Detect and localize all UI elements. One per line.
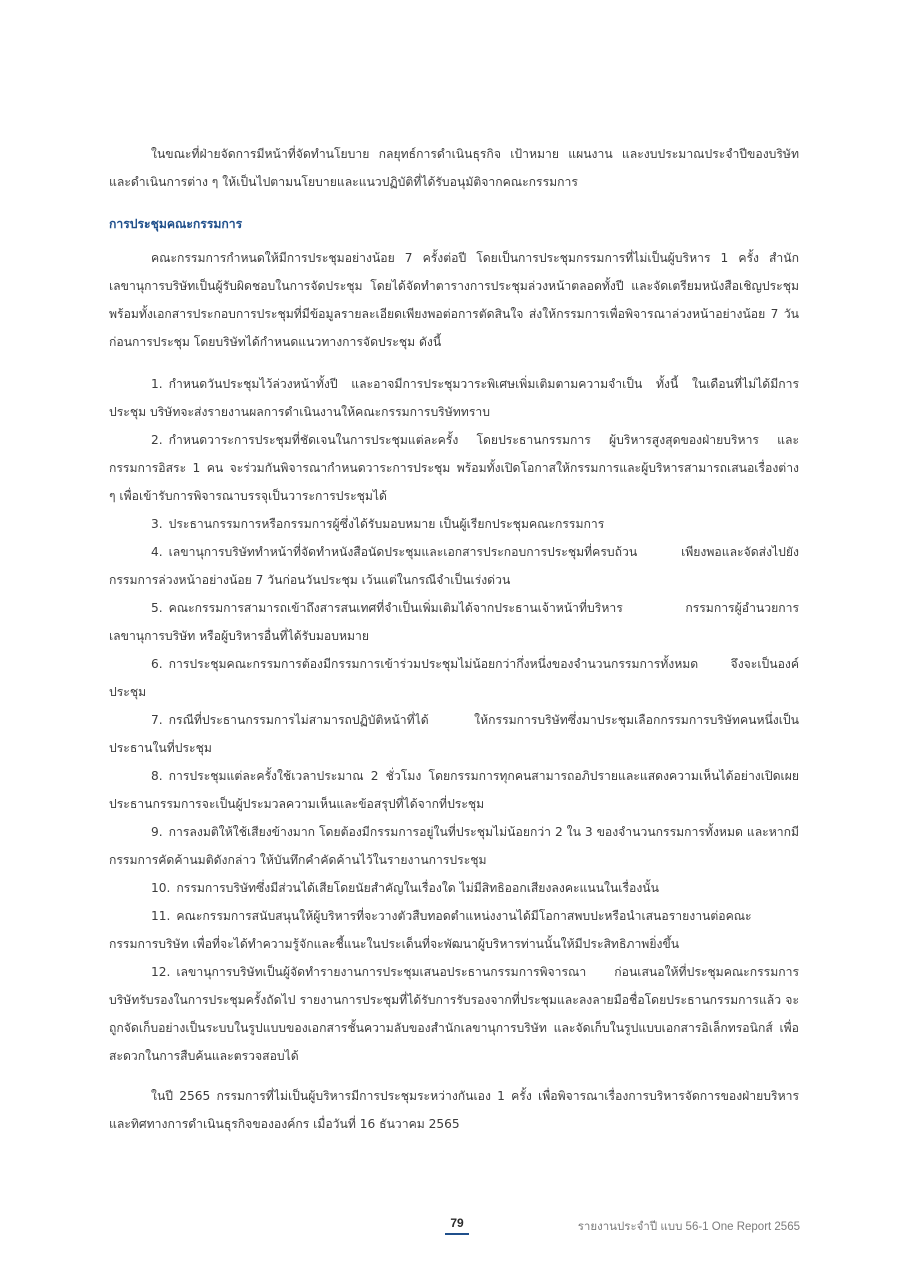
intro-paragraph: ในขณะที่ฝ่ายจัดการมีหน้าที่จัดทำนโยบาย กลยุทธ์การดำเนินธุรกิจ เป้าหมาย แผนงาน และงบประมาณประจำปีของบริษัท และดำเนินการต่าง ๆ ให้เป็นไปตามนโยบายและแนวปฏิบัติที่ได้รับอนุมัติจากคณะกรรมการ [109, 147, 799, 189]
list-item [109, 874, 799, 902]
list-item-number: 9. [151, 825, 163, 839]
list-item-text: ประธานกรรมการหรือกรรมการผู้ซึ่งได้รับมอบหมาย เป็นผู้เรียกประชุมคณะกรรมการ [168, 517, 605, 531]
list-item-text: เลขานุการบริษัทเป็นผู้จัดทำรายงานการประชุมเสนอประธานกรรมการพิจารณา ก่อนเสนอให้ที่ประชุมคณะกรรมการบริษัทรับรองในการประชุมครั้งถัดไป รายงานการประชุมที่ได้รับการรับรองจากที่ประชุมและลงลายมือชื่อโดยประธานกรรมการแล้ว จะถูกจัดเก็บอย่างเป็นระบบในรูปแบบของเอกสารชั้นความลับของสำนักเลขานุการบริษัท และจัดเก็บในรูปแบบเอกสารอิเล็กทรอนิกส์ เพื่อสะดวกในการสืบค้นและตรวจสอบได้ [109, 965, 799, 1063]
page-number: 79 [445, 1216, 469, 1235]
report-title: รายงานประจำปี แบบ 56-1 One Report 2565 [577, 1221, 800, 1233]
list-item [109, 902, 799, 958]
list-item-text: คณะกรรมการสนับสนุนให้ผู้บริหารที่จะวางตัวสืบทอดตำแหน่งงานได้มีโอกาสพบปะหรือนำเสนอรายงานต่อคณะกรรมการบริษัท เพื่อที่จะได้ทำความรู้จักและชี้แนะในประเด็นที่จะพัฒนาผู้บริหารท่านนั้นให้มีประสิทธิภาพยิ่งขึ้น [109, 909, 752, 951]
list-item-number: 5. [151, 601, 163, 615]
meeting-guidelines-list [109, 370, 799, 1070]
list-item [109, 510, 799, 538]
list-item [109, 538, 799, 594]
list-item [109, 650, 799, 706]
list-item-text: กำหนดวาระการประชุมที่ชัดเจนในการประชุมแต่ละครั้ง โดยประธานกรรมการ ผู้บริหารสูงสุดของฝ่ายบริหาร และกรรมการอิสระ 1 คน จะร่วมกันพิจารณากำหนดวาระการประชุม พร้อมทั้งเปิดโอกาสให้กรรมการและผู้บริหารสามารถเสนอเรื่องต่าง ๆ เพื่อเข้ารับการพิจารณาบรรจุเป็นวาระการประชุมได้ [109, 433, 799, 503]
list-item [109, 958, 799, 1070]
list-item-number: 7. [151, 713, 163, 727]
list-item-number: 8. [151, 769, 163, 783]
section-paragraph: คณะกรรมการกำหนดให้มีการประชุมอย่างน้อย 7 ครั้งต่อปี โดยเป็นการประชุมกรรมการที่ไม่เป็นผู้บริหาร 1 ครั้ง สำนักเลขานุการบริษัทเป็นผู้รับผิดชอบในการจัดประชุม โดยได้จัดทำตารางการประชุมล่วงหน้าตลอดทั้งปี และจัดเตรียมหนังสือเชิญประชุมพร้อมทั้งเอกสารประกอบการประชุมที่มีข้อมูลรายละเอียดเพียงพอต่อการตัดสินใจ ส่งให้กรรมการเพื่อพิจารณาล่วงหน้าอย่างน้อย 7 วัน ก่อนการประชุม โดยบริษัทได้กำหนดแนวทางการจัดประชุม ดังนี้ [109, 251, 799, 349]
list-item [109, 762, 799, 818]
list-item-text: กำหนดวันประชุมไว้ล่วงหน้าทั้งปี และอาจมีการประชุมวาระพิเศษเพิ่มเติมตามความจำเป็น ทั้งนี้ ในเดือนที่ไม่ได้มีการประชุม บริษัทจะส่งรายงานผลการดำเนินงานให้คณะกรรมการบริษัททราบ [109, 377, 799, 419]
list-item-text: เลขานุการบริษัททำหน้าที่จัดทำหนังสือนัดประชุมและเอกสารประกอบการประชุมที่ครบถ้วน เพียงพอและจัดส่งไปยังกรรมการล่วงหน้าอย่างน้อย 7 วันก่อนวันประชุม เว้นแต่ในกรณีจำเป็นเร่งด่วน [109, 545, 799, 587]
list-item-text: การประชุมแต่ละครั้งใช้เวลาประมาณ 2 ชั่วโมง โดยกรรมการทุกคนสามารถอภิปรายและแสดงความเห็นได้อย่างเปิดเผย ประธานกรรมการจะเป็นผู้ประมวลความเห็นและข้อสรุปที่ได้จากที่ประชุม [109, 769, 799, 811]
list-item-number: 4. [151, 545, 163, 559]
list-item-number: 2. [151, 433, 163, 447]
list-item-number: 12. [151, 965, 171, 979]
list-item-text: คณะกรรมการสามารถเข้าถึงสารสนเทศที่จำเป็นเพิ่มเติมได้จากประธานเจ้าหน้าที่บริหาร กรรมการผู้อำนวยการ เลขานุการบริษัท หรือผู้บริหารอื่นที่ได้รับมอบหมาย [109, 601, 799, 643]
list-item [109, 706, 799, 762]
list-item-text: กรณีที่ประธานกรรมการไม่สามารถปฏิบัติหน้าที่ได้ ให้กรรมการบริษัทซึ่งมาประชุมเลือกกรรมการบริษัทคนหนึ่งเป็นประธานในที่ประชุม [109, 713, 799, 755]
list-item [109, 818, 799, 874]
list-item-number: 10. [151, 881, 171, 895]
closing-paragraph: ในปี 2565 กรรมการที่ไม่เป็นผู้บริหารมีการประชุมระหว่างกันเอง 1 ครั้ง เพื่อพิจารณาเรื่องการบริหารจัดการของฝ่ายบริหารและทิศทางการดำเนินธุรกิจขององค์กร เมื่อวันที่ 16 ธันวาคม 2565 [109, 1089, 799, 1131]
list-item-text: การลงมติให้ใช้เสียงข้างมาก โดยต้องมีกรรมการอยู่ในที่ประชุมไม่น้อยกว่า 2 ใน 3 ของจำนวนกรรมการทั้งหมด และหากมีกรรมการคัดค้านมติดังกล่าว ให้บันทึกคำคัดค้านไว้ในรายงานการประชุม [109, 825, 799, 867]
list-item-number: 3. [151, 517, 163, 531]
list-item-number: 1. [151, 377, 163, 391]
list-item-number: 11. [151, 909, 171, 923]
list-item [109, 594, 799, 650]
list-item [109, 426, 799, 510]
list-item-text: การประชุมคณะกรรมการต้องมีกรรมการเข้าร่วมประชุมไม่น้อยกว่ากึ่งหนึ่งของจำนวนกรรมการทั้งหมด จึงจะเป็นองค์ประชุม [109, 657, 799, 699]
page-content [109, 140, 799, 1138]
list-item [109, 370, 799, 426]
list-item-text: กรรมการบริษัทซึ่งมีส่วนได้เสียโดยนัยสำคัญในเรื่องใด ไม่มีสิทธิออกเสียงลงคะแนนในเรื่องนั้น [176, 881, 659, 895]
list-item-number: 6. [151, 657, 163, 671]
section-heading: การประชุมคณะกรรมการ [109, 217, 243, 231]
